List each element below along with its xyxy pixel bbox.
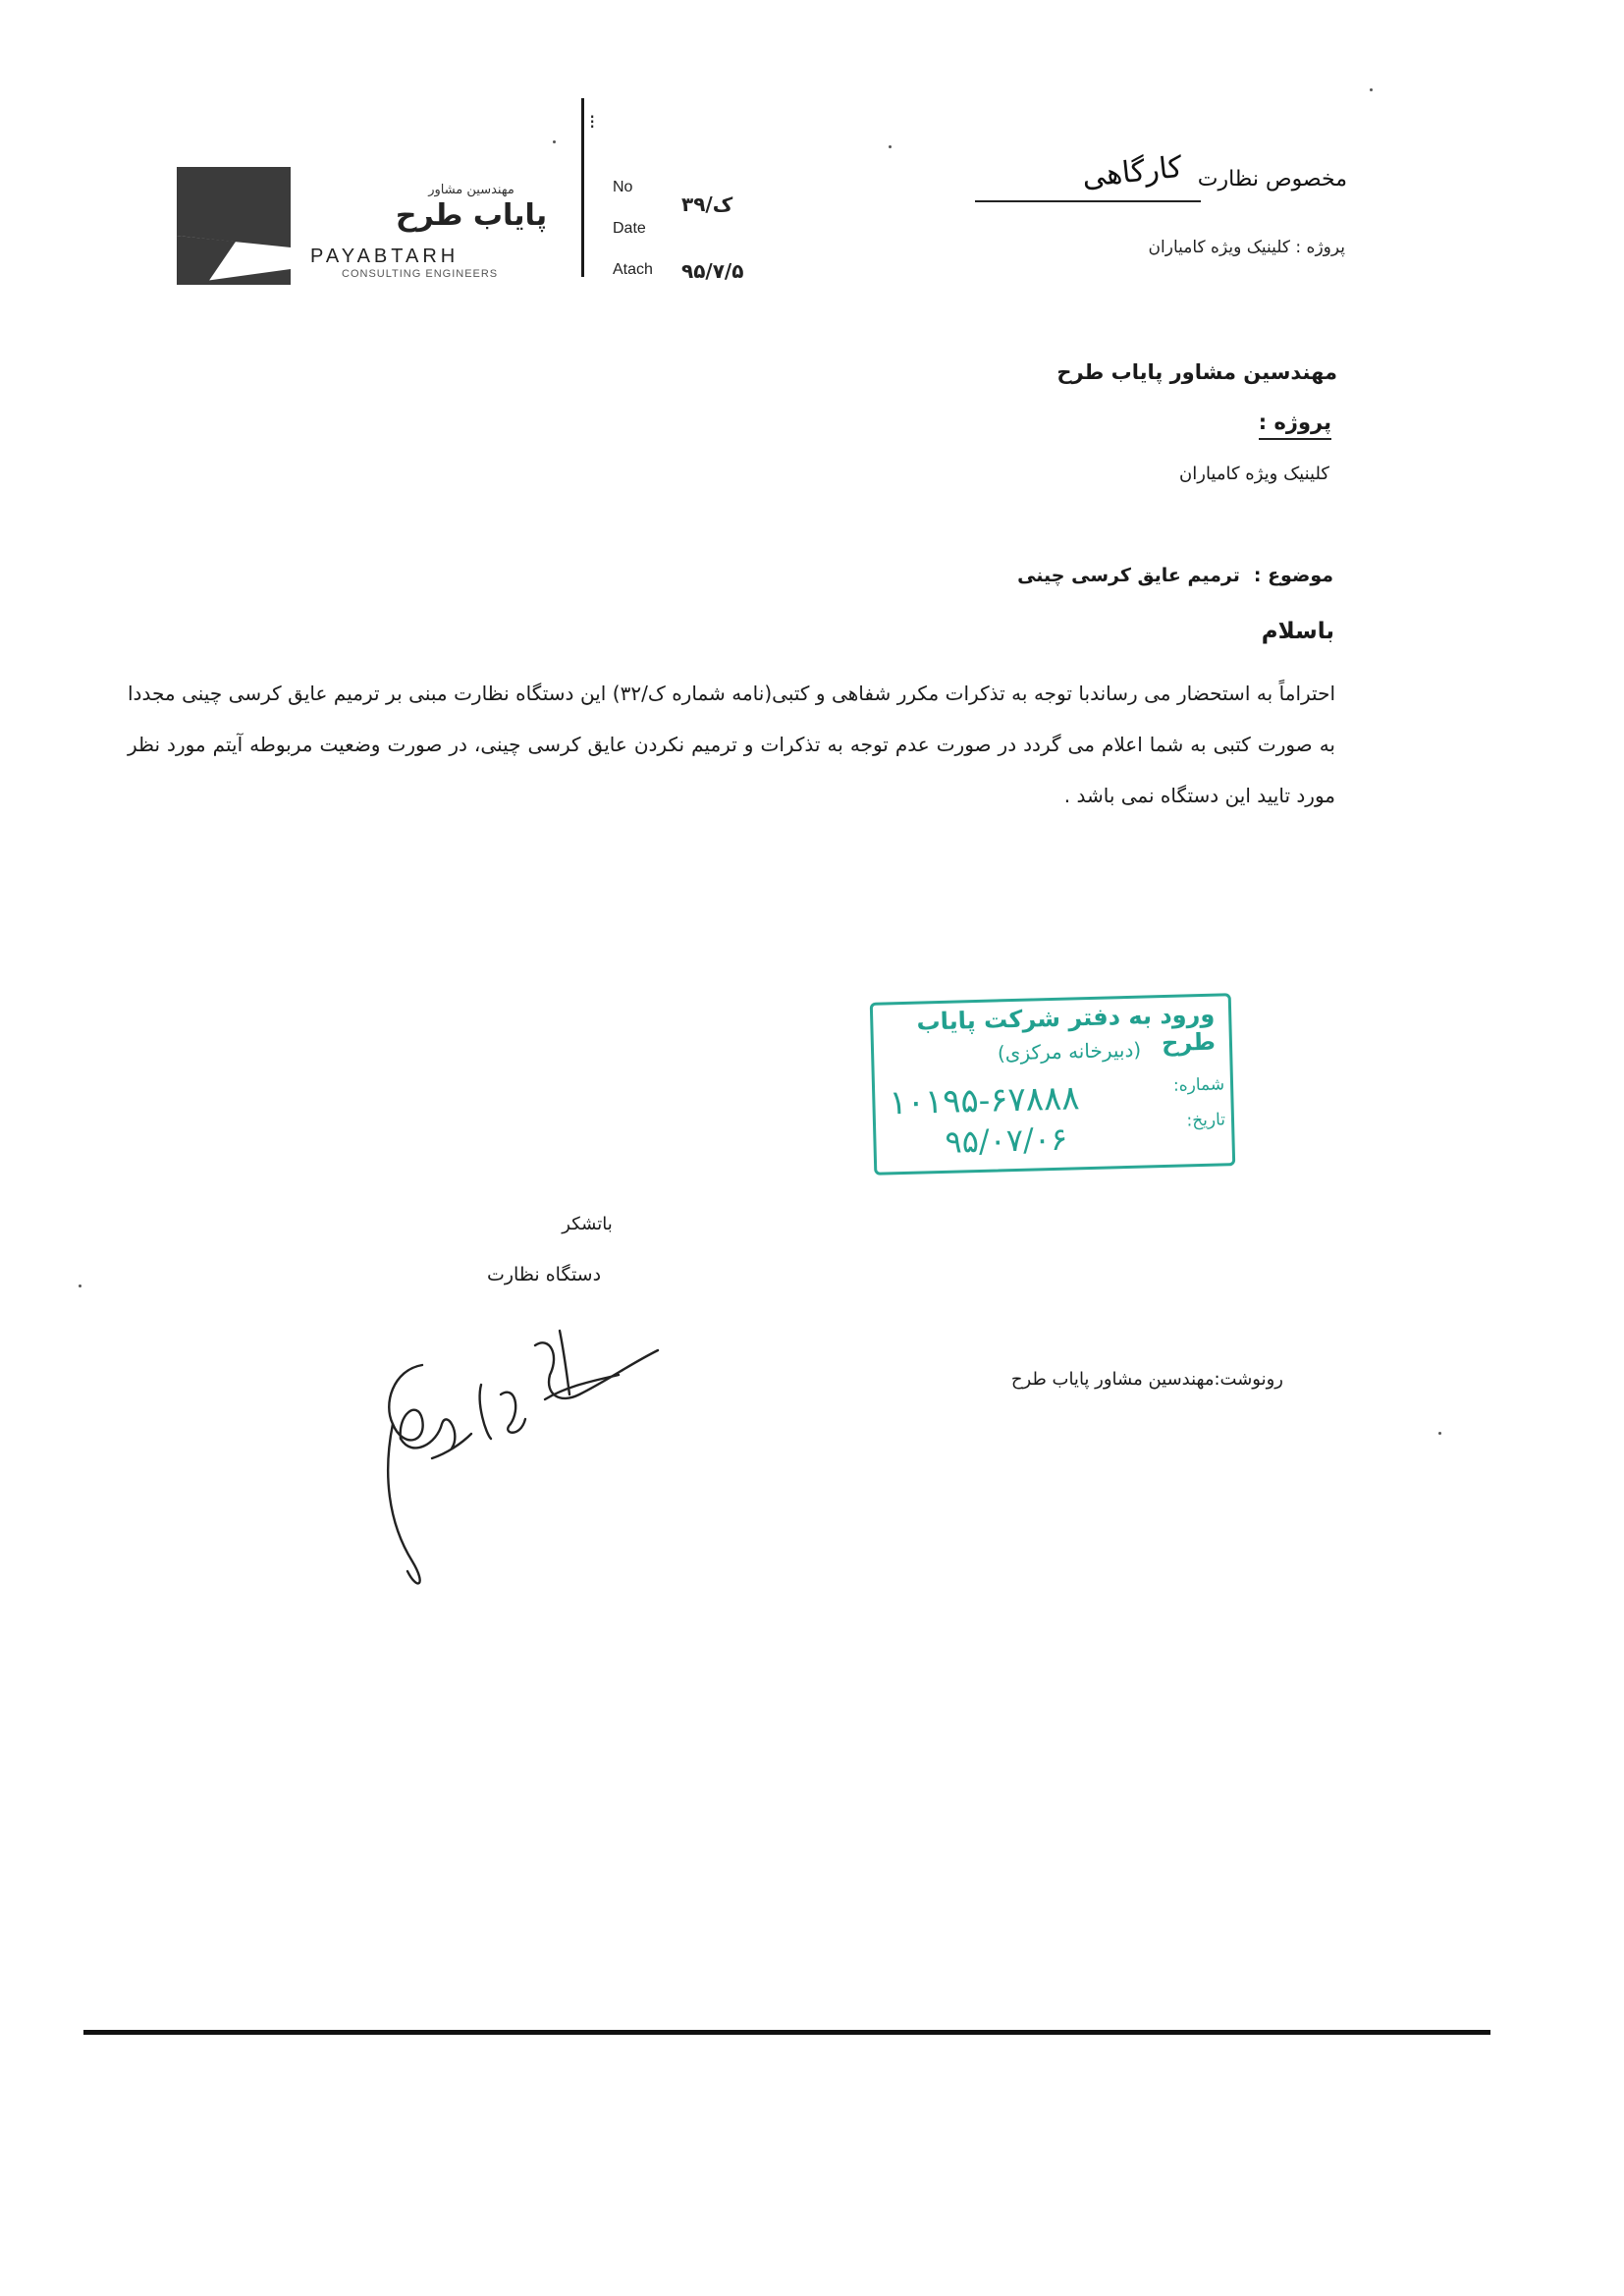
letter-body: احتراماً به استحضار می رساندبا توجه به تذکرات مکرر شفاهی و کتبی(نامه شماره ک/۳۲) این دستگاه نظارت مبنی بر ترمیم عایق کرسی چینی مجددا به صورت کتبی به شما اعلام می گردد در صورت عدم توجه به تذکرات و ترمیم نکردن عایق کرسی چینی، در صورت وضعیت مربوطه آیتم مورد نظر مورد تایید این دستگاه نمی باشد . [128, 682, 1335, 807]
meta-date-value: ۹۵/۷/۵ [681, 259, 744, 283]
subject-label: موضوع : [1253, 565, 1333, 586]
closing: باتشکر [562, 1214, 613, 1234]
subject-value: ترمیم عایق کرسی چینی [1017, 565, 1240, 586]
firm-name-en: PAYABTARH [310, 246, 460, 267]
stamp-date-label: تاریخ: [1186, 1110, 1226, 1131]
heading-underline [975, 200, 1201, 202]
logo-mark-icon [177, 167, 291, 285]
department: دستگاه نظارت [486, 1264, 602, 1285]
scan-speck [889, 145, 892, 148]
project-label: پروژه : [1258, 410, 1331, 434]
heading-special-handwritten: کارگاهی [1080, 149, 1184, 195]
stamp-number-label: شماره: [1172, 1074, 1225, 1096]
firm-logo [177, 167, 291, 285]
heading-special: مخصوص نظارت [1197, 167, 1347, 191]
scan-speck [1438, 1432, 1441, 1435]
footer-rule [83, 2030, 1490, 2035]
project-name: کلینیک ویژه کامیاران [1179, 464, 1329, 484]
firm-label-small: مهندسین مشاور [428, 183, 514, 197]
registry-stamp [870, 993, 1235, 1175]
meta-date-label: Date [613, 220, 646, 237]
header-divider [581, 98, 584, 277]
scan-speck [79, 1285, 81, 1287]
stamp-title: ورود به دفتر شرکت پایاب طرح [916, 1000, 1217, 1058]
scan-speck [1370, 88, 1373, 91]
signature-icon [353, 1326, 707, 1601]
stamp-subtitle: (دبیرخانه مرکزی) [997, 1037, 1142, 1066]
project-label-underline [1259, 438, 1331, 440]
meta-attach-label: Atach [613, 261, 653, 278]
meta-no-label: No [613, 179, 633, 195]
firm-tagline: CONSULTING ENGINEERS [342, 268, 499, 280]
stamp-date-value: ۹۵/۰۷/۰۶ [945, 1120, 1068, 1161]
subject-row [1003, 565, 1333, 586]
recipient: مهندسین مشاور پایاب طرح [1056, 360, 1337, 384]
header-project-line: پروژه : کلینیک ویژه کامیاران [1148, 238, 1345, 257]
greeting: باسلام [1261, 619, 1334, 644]
carbon-copy: رونوشت:مهندسین مشاور پایاب طرح [1010, 1369, 1283, 1390]
firm-name-fa: پایاب طرح [395, 198, 548, 233]
scan-speck [553, 140, 556, 143]
meta-no-value: ک/۳۹ [681, 192, 733, 216]
header-dots: ⁝ [589, 110, 596, 134]
stamp-number-value: ۱۰۱۹۵-۶۷۸۸۸ [888, 1078, 1081, 1123]
